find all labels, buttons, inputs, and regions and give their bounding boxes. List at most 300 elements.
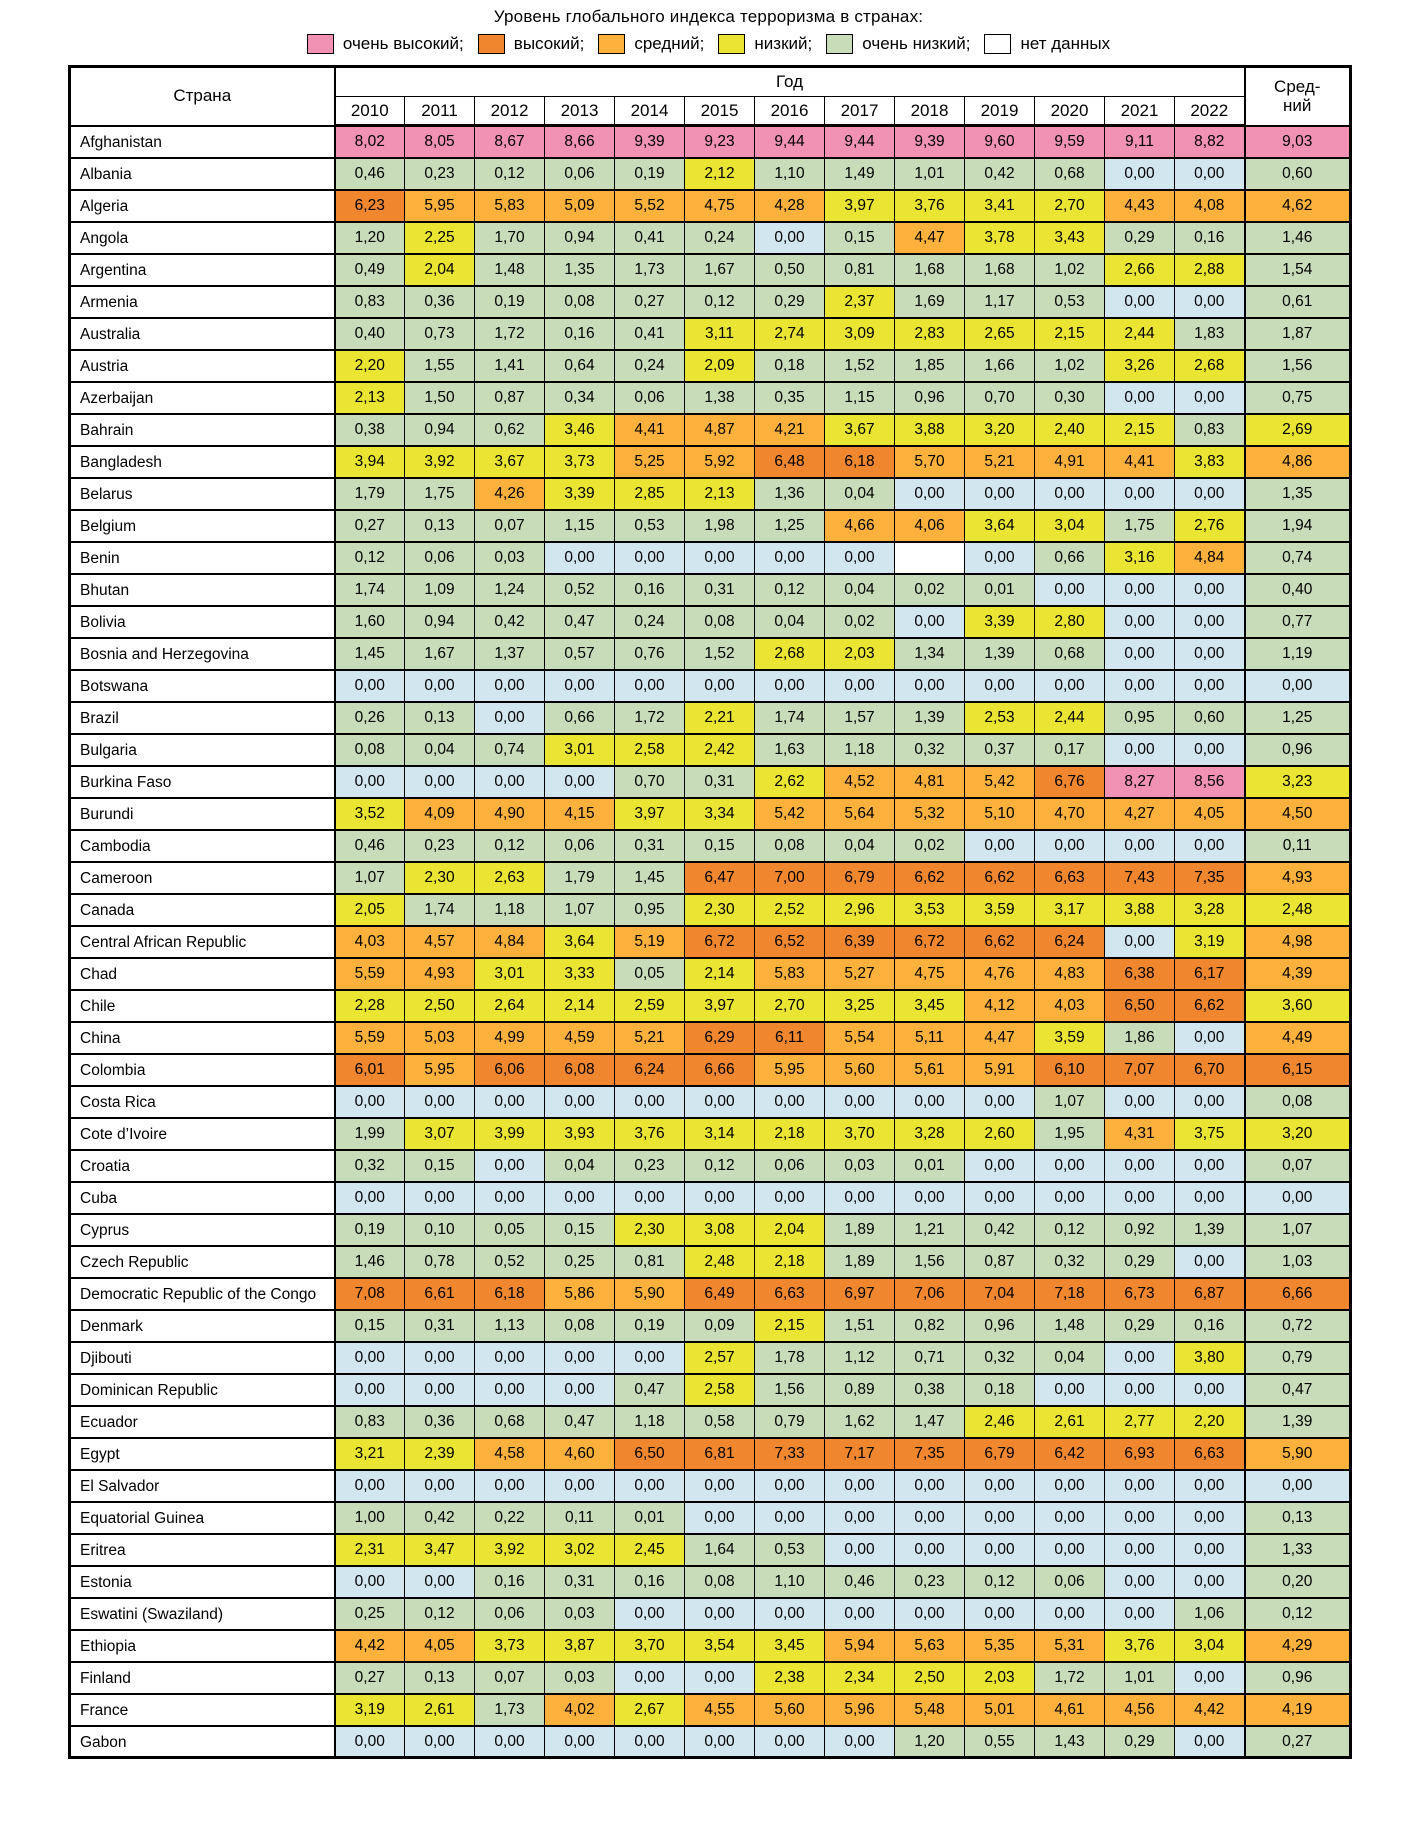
value-cell: 0,05: [475, 1214, 545, 1246]
value-cell: 4,84: [475, 926, 545, 958]
value-cell: 1,86: [1105, 1022, 1175, 1054]
value-cell: 0,03: [545, 1598, 615, 1630]
value-cell: 0,00: [475, 702, 545, 734]
value-cell: 0,62: [475, 414, 545, 446]
value-cell: 0,00: [895, 670, 965, 702]
value-cell: 2,25: [405, 222, 475, 254]
value-cell: 0,00: [1175, 670, 1245, 702]
value-cell: 6,08: [545, 1054, 615, 1086]
table-row: [70, 830, 1351, 862]
value-cell: 2,58: [615, 734, 685, 766]
value-cell: 0,00: [1035, 1150, 1105, 1182]
table-row: [70, 1214, 1351, 1246]
value-cell: 3,92: [405, 446, 475, 478]
value-cell: 0,00: [405, 1470, 475, 1502]
table-row: [70, 1470, 1351, 1502]
value-cell: 3,34: [685, 798, 755, 830]
value-cell-no-data: [895, 542, 965, 574]
average-cell: 4,39: [1245, 958, 1351, 990]
value-cell: 1,99: [335, 1118, 405, 1150]
average-cell: 6,15: [1245, 1054, 1351, 1086]
average-cell: 0,00: [1245, 670, 1351, 702]
value-cell: 1,35: [545, 254, 615, 286]
value-cell: 2,77: [1105, 1406, 1175, 1438]
legend-label: нет данных: [1020, 34, 1111, 53]
value-cell: 1,38: [685, 382, 755, 414]
table-row: [70, 766, 1351, 798]
value-cell: 9,23: [685, 126, 755, 158]
value-cell: 1,37: [475, 638, 545, 670]
value-cell: 6,39: [825, 926, 895, 958]
value-cell: 6,18: [825, 446, 895, 478]
value-cell: 5,25: [615, 446, 685, 478]
value-cell: 5,01: [965, 1694, 1035, 1726]
value-cell: 0,00: [1175, 1374, 1245, 1406]
value-cell: 1,72: [615, 702, 685, 734]
table-row: [70, 606, 1351, 638]
value-cell: 3,39: [545, 478, 615, 510]
value-cell: 0,17: [1035, 734, 1105, 766]
country-cell: Egypt: [70, 1438, 335, 1470]
country-cell: Colombia: [70, 1054, 335, 1086]
value-cell: 0,00: [965, 830, 1035, 862]
value-cell: 0,47: [545, 1406, 615, 1438]
value-cell: 0,08: [545, 286, 615, 318]
average-cell: 6,66: [1245, 1278, 1351, 1310]
value-cell: 5,83: [475, 190, 545, 222]
value-cell: 0,27: [335, 510, 405, 542]
value-cell: 0,24: [615, 606, 685, 638]
average-cell: 0,74: [1245, 542, 1351, 574]
value-cell: 3,73: [545, 446, 615, 478]
value-cell: 6,81: [685, 1438, 755, 1470]
value-cell: 0,00: [335, 670, 405, 702]
value-cell: 1,60: [335, 606, 405, 638]
value-cell: 1,00: [335, 1502, 405, 1534]
value-cell: 0,66: [545, 702, 615, 734]
value-cell: 0,00: [965, 1598, 1035, 1630]
value-cell: 6,10: [1035, 1054, 1105, 1086]
value-cell: 4,75: [895, 958, 965, 990]
value-cell: 3,80: [1175, 1342, 1245, 1374]
value-cell: 0,32: [895, 734, 965, 766]
value-cell: 1,74: [405, 894, 475, 926]
value-cell: 0,53: [615, 510, 685, 542]
table-row: [70, 254, 1351, 286]
value-cell: 0,00: [335, 1086, 405, 1118]
value-cell: 0,00: [615, 1086, 685, 1118]
value-cell: 7,35: [1175, 862, 1245, 894]
value-cell: 3,88: [895, 414, 965, 446]
value-cell: 5,63: [895, 1630, 965, 1662]
year-column-header: 2014: [615, 97, 685, 126]
legend-item-very_low: [826, 34, 970, 54]
value-cell: 6,24: [615, 1054, 685, 1086]
value-cell: 6,93: [1105, 1438, 1175, 1470]
value-cell: 1,02: [1035, 254, 1105, 286]
country-cell: Djibouti: [70, 1342, 335, 1374]
value-cell: 1,55: [405, 350, 475, 382]
country-cell: Cyprus: [70, 1214, 335, 1246]
legend-swatch-low: [718, 34, 745, 54]
value-cell: 4,47: [895, 222, 965, 254]
value-cell: 6,42: [1035, 1438, 1105, 1470]
country-cell: Belarus: [70, 478, 335, 510]
value-cell: 1,72: [475, 318, 545, 350]
value-cell: 0,00: [895, 1470, 965, 1502]
value-cell: 0,19: [335, 1214, 405, 1246]
value-cell: 0,06: [755, 1150, 825, 1182]
terrorism-index-table: [68, 65, 1352, 1759]
value-cell: 3,46: [545, 414, 615, 446]
value-cell: 4,99: [475, 1022, 545, 1054]
value-cell: 0,13: [405, 1662, 475, 1694]
value-cell: 1,57: [825, 702, 895, 734]
value-cell: 6,73: [1105, 1278, 1175, 1310]
value-cell: 0,37: [965, 734, 1035, 766]
value-cell: 2,63: [475, 862, 545, 894]
value-cell: 4,47: [965, 1022, 1035, 1054]
value-cell: 0,00: [1105, 670, 1175, 702]
table-row: [70, 286, 1351, 318]
value-cell: 0,27: [335, 1662, 405, 1694]
value-cell: 0,07: [475, 510, 545, 542]
value-cell: 0,00: [755, 542, 825, 574]
value-cell: 6,38: [1105, 958, 1175, 990]
legend-item-low: [718, 34, 812, 54]
value-cell: 9,11: [1105, 126, 1175, 158]
value-cell: 3,21: [335, 1438, 405, 1470]
value-cell: 2,62: [755, 766, 825, 798]
value-cell: 0,29: [1105, 1726, 1175, 1758]
value-cell: 0,87: [965, 1246, 1035, 1278]
value-cell: 1,48: [475, 254, 545, 286]
value-cell: 0,00: [895, 1086, 965, 1118]
value-cell: 0,00: [755, 1470, 825, 1502]
value-cell: 1,73: [615, 254, 685, 286]
value-cell: 6,47: [685, 862, 755, 894]
value-cell: 0,00: [685, 1470, 755, 1502]
value-cell: 5,52: [615, 190, 685, 222]
value-cell: 0,53: [1035, 286, 1105, 318]
value-cell: 6,17: [1175, 958, 1245, 990]
value-cell: 1,15: [545, 510, 615, 542]
value-cell: 7,08: [335, 1278, 405, 1310]
value-cell: 4,06: [895, 510, 965, 542]
value-cell: 1,74: [755, 702, 825, 734]
value-cell: 0,07: [475, 1662, 545, 1694]
value-cell: 2,12: [685, 158, 755, 190]
value-cell: 2,45: [615, 1534, 685, 1566]
value-cell: 3,87: [545, 1630, 615, 1662]
value-cell: 2,18: [755, 1246, 825, 1278]
value-cell: 0,00: [1175, 1470, 1245, 1502]
value-cell: 0,00: [1175, 606, 1245, 638]
value-cell: 1,62: [825, 1406, 895, 1438]
year-column-header: 2013: [545, 97, 615, 126]
value-cell: 0,00: [1105, 1086, 1175, 1118]
value-cell: 0,00: [685, 1598, 755, 1630]
average-cell: 0,00: [1245, 1182, 1351, 1214]
value-cell: 0,00: [1105, 606, 1175, 638]
value-cell: 2,61: [1035, 1406, 1105, 1438]
value-cell: 4,05: [1175, 798, 1245, 830]
value-cell: 1,01: [1105, 1662, 1175, 1694]
value-cell: 1,67: [685, 254, 755, 286]
value-cell: 0,12: [965, 1566, 1035, 1598]
value-cell: 2,15: [755, 1310, 825, 1342]
value-cell: 0,46: [825, 1566, 895, 1598]
value-cell: 0,15: [825, 222, 895, 254]
value-cell: 3,83: [1175, 446, 1245, 478]
table-row: [70, 1182, 1351, 1214]
average-cell: 0,08: [1245, 1086, 1351, 1118]
value-cell: 0,15: [545, 1214, 615, 1246]
value-cell: 0,00: [475, 1150, 545, 1182]
value-cell: 0,00: [1105, 1182, 1175, 1214]
value-cell: 3,73: [475, 1630, 545, 1662]
country-cell: Cuba: [70, 1182, 335, 1214]
value-cell: 0,00: [615, 670, 685, 702]
value-cell: 0,00: [1105, 1534, 1175, 1566]
value-cell: 4,59: [545, 1022, 615, 1054]
value-cell: 1,68: [895, 254, 965, 286]
average-cell: 4,62: [1245, 190, 1351, 222]
value-cell: 0,04: [1035, 1342, 1105, 1374]
value-cell: 0,00: [475, 1374, 545, 1406]
value-cell: 0,78: [405, 1246, 475, 1278]
value-cell: 0,68: [1035, 638, 1105, 670]
value-cell: 0,16: [1175, 1310, 1245, 1342]
value-cell: 2,20: [1175, 1406, 1245, 1438]
year-group-header: Год: [335, 67, 1245, 97]
value-cell: 2,46: [965, 1406, 1035, 1438]
value-cell: 0,29: [755, 286, 825, 318]
value-cell: 0,00: [965, 1150, 1035, 1182]
value-cell: 1,75: [1105, 510, 1175, 542]
country-cell: Belgium: [70, 510, 335, 542]
value-cell: 3,26: [1105, 350, 1175, 382]
table-row: [70, 894, 1351, 926]
value-cell: 0,12: [475, 158, 545, 190]
value-cell: 1,52: [825, 350, 895, 382]
value-cell: 3,54: [685, 1630, 755, 1662]
value-cell: 0,00: [1035, 1534, 1105, 1566]
table-row: [70, 126, 1351, 158]
value-cell: 2,58: [685, 1374, 755, 1406]
value-cell: 8,02: [335, 126, 405, 158]
value-cell: 2,42: [685, 734, 755, 766]
value-cell: 1,98: [685, 510, 755, 542]
value-cell: 2,15: [1105, 414, 1175, 446]
value-cell: 0,00: [755, 670, 825, 702]
value-cell: 8,56: [1175, 766, 1245, 798]
value-cell: 2,44: [1035, 702, 1105, 734]
value-cell: 6,01: [335, 1054, 405, 1086]
value-cell: 0,06: [405, 542, 475, 574]
value-cell: 1,45: [615, 862, 685, 894]
average-cell: 3,20: [1245, 1118, 1351, 1150]
value-cell: 8,27: [1105, 766, 1175, 798]
value-cell: 0,00: [405, 1086, 475, 1118]
value-cell: 0,00: [405, 1726, 475, 1758]
value-cell: 5,31: [1035, 1630, 1105, 1662]
year-column-header: 2010: [335, 97, 405, 126]
average-cell: 4,98: [1245, 926, 1351, 958]
value-cell: 0,32: [1035, 1246, 1105, 1278]
value-cell: 7,33: [755, 1438, 825, 1470]
value-cell: 0,40: [335, 318, 405, 350]
value-cell: 0,00: [545, 766, 615, 798]
value-cell: 1,70: [475, 222, 545, 254]
value-cell: 1,01: [895, 158, 965, 190]
value-cell: 5,10: [965, 798, 1035, 830]
value-cell: 0,00: [545, 1086, 615, 1118]
value-cell: 0,23: [895, 1566, 965, 1598]
value-cell: 0,00: [335, 1374, 405, 1406]
value-cell: 0,64: [545, 350, 615, 382]
average-cell: 4,19: [1245, 1694, 1351, 1726]
average-cell: 1,33: [1245, 1534, 1351, 1566]
value-cell: 0,87: [475, 382, 545, 414]
legend-swatch-very_low: [826, 34, 853, 54]
table-row: [70, 1694, 1351, 1726]
table-row: [70, 638, 1351, 670]
value-cell: 1,51: [825, 1310, 895, 1342]
value-cell: 0,01: [615, 1502, 685, 1534]
value-cell: 0,81: [825, 254, 895, 286]
value-cell: 2,30: [685, 894, 755, 926]
value-cell: 2,20: [335, 350, 405, 382]
value-cell: 2,70: [755, 990, 825, 1022]
value-cell: 0,68: [475, 1406, 545, 1438]
value-cell: 0,46: [335, 158, 405, 190]
value-cell: 1,09: [405, 574, 475, 606]
country-cell: Cote d’Ivoire: [70, 1118, 335, 1150]
value-cell: 3,78: [965, 222, 1035, 254]
value-cell: 0,00: [1105, 734, 1175, 766]
value-cell: 0,79: [755, 1406, 825, 1438]
value-cell: 1,52: [685, 638, 755, 670]
value-cell: 1,24: [475, 574, 545, 606]
value-cell: 0,00: [405, 670, 475, 702]
value-cell: 0,29: [1105, 1310, 1175, 1342]
value-cell: 0,00: [615, 1598, 685, 1630]
average-cell: 1,87: [1245, 318, 1351, 350]
value-cell: 2,52: [755, 894, 825, 926]
value-cell: 6,79: [825, 862, 895, 894]
value-cell: 6,72: [685, 926, 755, 958]
value-cell: 0,02: [895, 830, 965, 862]
value-cell: 0,00: [1175, 1566, 1245, 1598]
value-cell: 4,08: [1175, 190, 1245, 222]
value-cell: 0,18: [755, 350, 825, 382]
value-cell: 0,38: [335, 414, 405, 446]
country-cell: Bosnia and Herzegovina: [70, 638, 335, 670]
value-cell: 1,67: [405, 638, 475, 670]
average-cell: 0,60: [1245, 158, 1351, 190]
value-cell: 0,01: [965, 574, 1035, 606]
value-cell: 3,14: [685, 1118, 755, 1150]
value-cell: 5,60: [755, 1694, 825, 1726]
table-row: [70, 926, 1351, 958]
year-column-header: 2021: [1105, 97, 1175, 126]
value-cell: 0,83: [1175, 414, 1245, 446]
value-cell: 2,05: [335, 894, 405, 926]
average-cell: 0,72: [1245, 1310, 1351, 1342]
value-cell: 0,00: [335, 1182, 405, 1214]
country-cell: Afghanistan: [70, 126, 335, 158]
value-cell: 0,00: [1035, 1502, 1105, 1534]
value-cell: 6,62: [965, 926, 1035, 958]
country-cell: Botswana: [70, 670, 335, 702]
value-cell: 0,00: [895, 478, 965, 510]
value-cell: 0,08: [335, 734, 405, 766]
value-cell: 0,36: [405, 1406, 475, 1438]
value-cell: 0,06: [615, 382, 685, 414]
value-cell: 0,00: [1175, 1726, 1245, 1758]
value-cell: 3,52: [335, 798, 405, 830]
value-cell: 0,00: [1105, 1598, 1175, 1630]
value-cell: 4,41: [615, 414, 685, 446]
value-cell: 1,10: [755, 158, 825, 190]
value-cell: 3,76: [895, 190, 965, 222]
value-cell: 0,00: [685, 670, 755, 702]
country-cell: Bangladesh: [70, 446, 335, 478]
value-cell: 1,73: [475, 1694, 545, 1726]
value-cell: 0,36: [405, 286, 475, 318]
value-cell: 0,12: [685, 286, 755, 318]
value-cell: 0,00: [405, 1342, 475, 1374]
value-cell: 6,23: [335, 190, 405, 222]
value-cell: 2,14: [545, 990, 615, 1022]
country-cell: Albania: [70, 158, 335, 190]
value-cell: 0,19: [475, 286, 545, 318]
average-cell: 1,35: [1245, 478, 1351, 510]
value-cell: 6,50: [1105, 990, 1175, 1022]
legend-item-medium: [598, 34, 704, 54]
table-row: [70, 1118, 1351, 1150]
value-cell: 0,00: [1175, 382, 1245, 414]
value-cell: 0,00: [545, 1374, 615, 1406]
value-cell: 1,41: [475, 350, 545, 382]
value-cell: 0,00: [1175, 1182, 1245, 1214]
value-cell: 0,68: [1035, 158, 1105, 190]
value-cell: 0,00: [965, 1502, 1035, 1534]
average-cell: 0,00: [1245, 1470, 1351, 1502]
country-cell: Cameroon: [70, 862, 335, 894]
value-cell: 0,00: [895, 606, 965, 638]
country-cell: Ecuador: [70, 1406, 335, 1438]
average-cell: 1,07: [1245, 1214, 1351, 1246]
value-cell: 1,20: [895, 1726, 965, 1758]
value-cell: 0,12: [475, 830, 545, 862]
value-cell: 1,07: [335, 862, 405, 894]
value-cell: 0,00: [1035, 478, 1105, 510]
value-cell: 0,12: [335, 542, 405, 574]
value-cell: 2,76: [1175, 510, 1245, 542]
value-cell: 5,95: [405, 1054, 475, 1086]
average-cell: 4,86: [1245, 446, 1351, 478]
value-cell: 0,00: [545, 670, 615, 702]
value-cell: 3,09: [825, 318, 895, 350]
value-cell: 0,02: [825, 606, 895, 638]
value-cell: 2,03: [965, 1662, 1035, 1694]
value-cell: 3,45: [755, 1630, 825, 1662]
value-cell: 0,00: [1105, 478, 1175, 510]
value-cell: 0,42: [965, 158, 1035, 190]
country-cell: Bhutan: [70, 574, 335, 606]
